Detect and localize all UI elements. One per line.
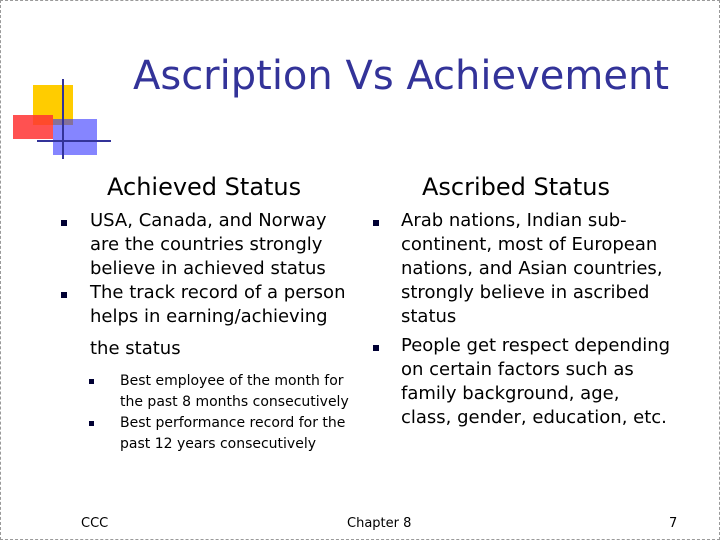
bullet-text: USA, Canada, and Norway are the countries strongly believe in achieved status xyxy=(90,210,327,279)
achieved-status-list xyxy=(61,209,361,361)
square-bullet-icon xyxy=(61,220,67,226)
list-item xyxy=(89,413,369,455)
list-item xyxy=(61,209,361,281)
achieved-status-heading: Achieved Status xyxy=(107,173,302,201)
list-item xyxy=(61,281,361,361)
square-bullet-icon xyxy=(373,220,379,226)
square-bullet-icon xyxy=(89,421,94,426)
square-bullet-icon xyxy=(89,379,94,384)
square-bullet-icon xyxy=(61,292,67,298)
sub-bullet-text: Best performance record for the past 12 years consecutively xyxy=(120,415,346,452)
list-item xyxy=(89,371,369,413)
bullet-continuation: the status xyxy=(90,338,181,359)
slide-title: Ascription Vs Achievement xyxy=(132,53,669,99)
list-item xyxy=(373,334,673,430)
footer-chapter: Chapter 8 xyxy=(347,516,412,531)
page-number: 7 xyxy=(669,516,678,531)
bullet-text: The track record of a person helps in earning/achieving xyxy=(90,282,346,327)
sub-bullet-text: Best employee of the month for the past 8 months consecutively xyxy=(120,373,349,410)
ascribed-status-heading: Ascribed Status xyxy=(422,173,610,201)
list-item xyxy=(373,209,673,329)
footer-left: CCC xyxy=(81,516,109,531)
bullet-text: People get respect depending on certain factors such as family background, age, class, gender, education, etc. xyxy=(401,335,671,428)
bullet-text: Arab nations, Indian sub-continent, most of European nations, and Asian countries, strongly believe in ascribed status xyxy=(401,210,663,327)
square-bullet-icon xyxy=(373,345,379,351)
ascribed-status-list xyxy=(373,209,673,430)
achieved-status-sublist xyxy=(89,371,369,455)
